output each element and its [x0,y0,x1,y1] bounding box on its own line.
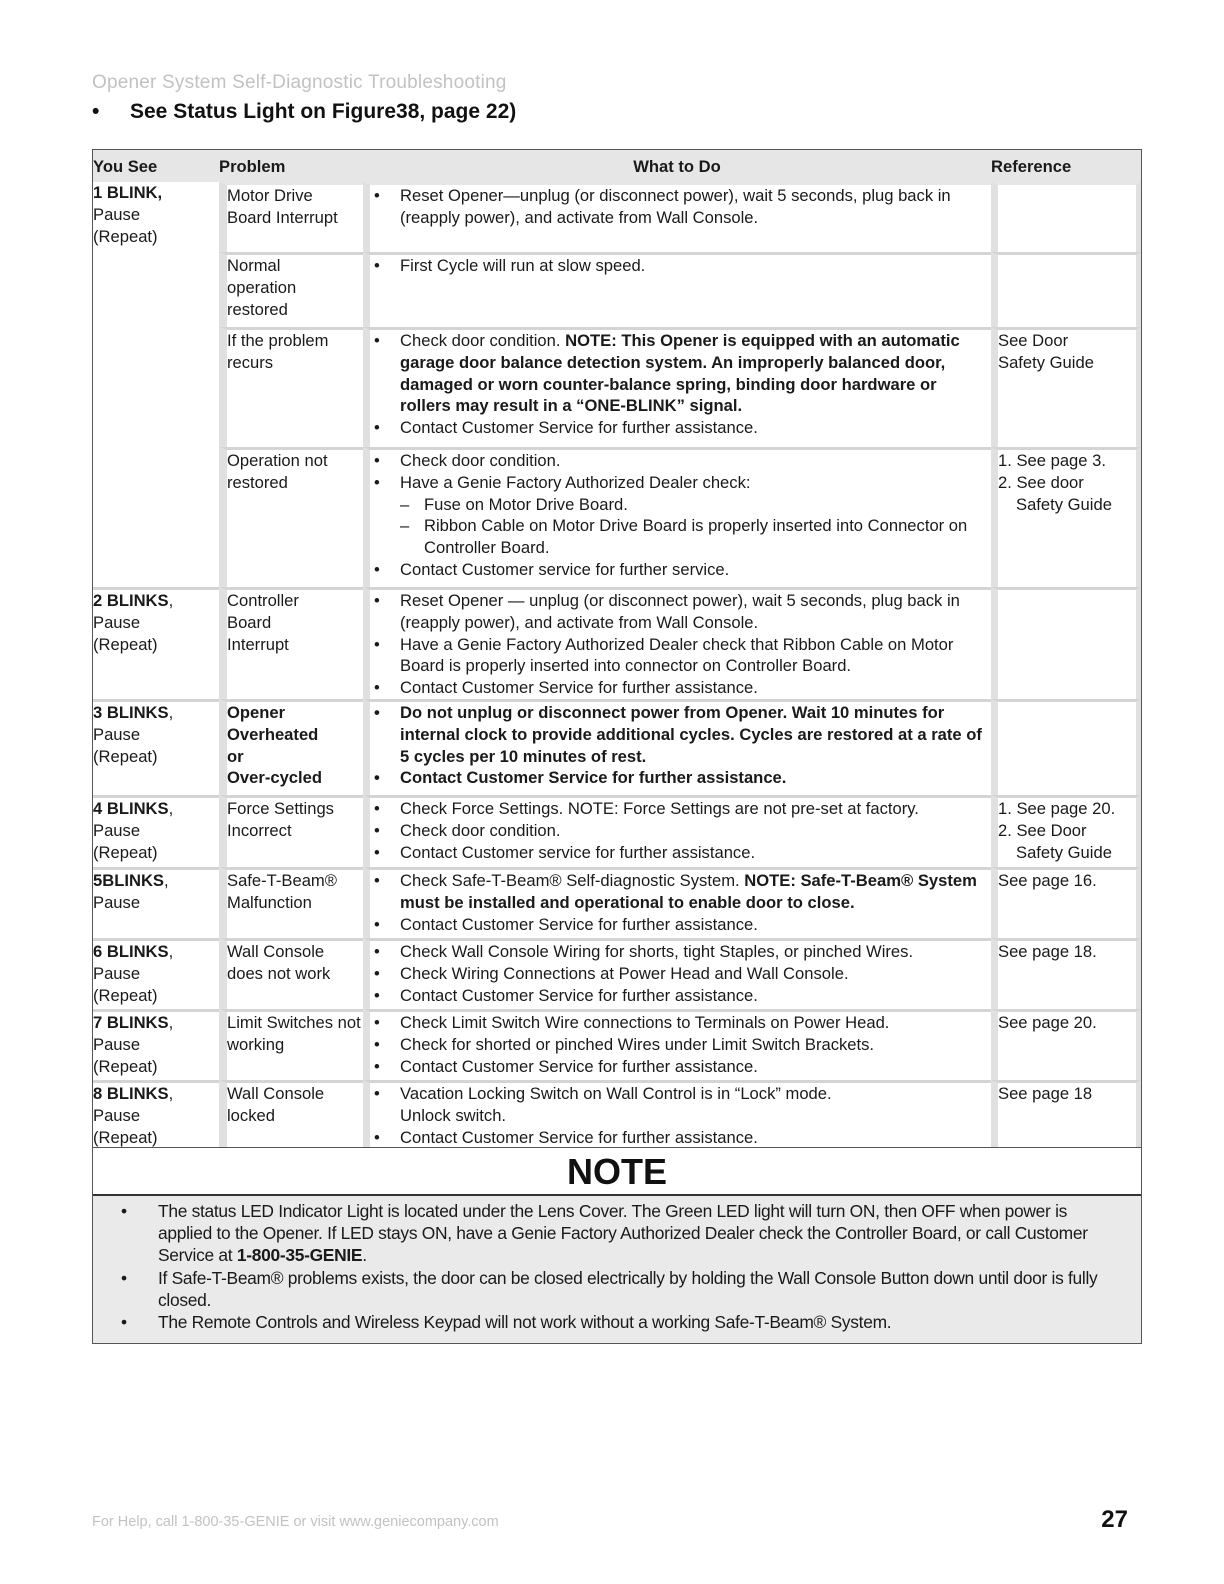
todo-text-bold: NOTE: This Opener is equipped with an automatic garage door balance detection system. An improperly balanced door, damaged or worn counter-balance spring, binding door hardware or rollers may result in a “ONE-BLINK” signal. [400,331,960,416]
note-item: • The Remote Controls and Wireless Keypad will not work without a working Safe-T-Beam® System. [113,1311,1121,1333]
todo-item: • Contact Customer Service for further assistance. [370,417,991,439]
note-heading: NOTE [93,1148,1141,1196]
todo-item: • Contact Customer Service for further assistance. [370,767,991,789]
bullet: • [92,100,100,123]
problem-cell: Force Settings Incorrect [219,795,363,867]
you-see-cell [93,867,219,938]
blink-pause: Pause [93,892,141,912]
reference-cell [991,699,1141,795]
problem-cell [219,699,363,795]
todo-item: • Contact Customer Service for further assistance. [370,914,991,936]
blink-count: 6 BLINKS [93,942,169,961]
you-see-cell [93,587,219,699]
section-title: Opener System Self-Diagnostic Troubleshooting [92,72,507,93]
phone-number: 1-800-35-GENIE [236,1245,363,1266]
todo-item: • Contact Customer Service for further assistance. [370,1127,991,1149]
reference-cell: See Door Safety Guide [991,327,1141,447]
problem-cell: Limit Switches not working [219,1009,363,1080]
blink-repeat: (Repeat) [93,634,158,654]
note-item [113,1200,1121,1267]
blink-repeat: (Repeat) [93,226,158,246]
footer-help-text: For Help, call 1-800-35-GENIE or visit www.geniecompany.com [92,1514,499,1530]
todo-item: • Contact Customer service for further service. [370,559,991,581]
todo-item: • Check for shorted or pinched Wires under Limit Switch Brackets. [370,1034,991,1056]
todo-text-bold: NOTE: Safe-T-Beam® System must be installed and operational to enable door to close. [400,871,977,912]
blink-pause: Pause [93,612,141,632]
todo-cell [363,1080,991,1150]
reference-cell [991,182,1141,252]
todo-text: Check Safe-T-Beam® Self-diagnostic System. [400,871,745,890]
table-row [93,1009,1141,1080]
todo-cell [363,182,991,252]
todo-item: • Have a Genie Factory Authorized Dealer check: [370,472,991,494]
you-see-cell [93,182,219,587]
todo-item: • Check Limit Switch Wire connections to Terminals on Power Head. [370,1012,991,1034]
blink-comma: , [168,942,174,961]
reference-cell [991,252,1141,327]
todo-subitem: – Fuse on Motor Drive Board. [400,494,991,516]
you-see-cell [93,1080,219,1150]
todo-cell [363,587,991,699]
reference-cell [991,447,1141,587]
reference-cell [991,795,1141,867]
note-item: • If Safe-T-Beam® problems exists, the door can be closed electrically by holding the Wall Console Button down until door is fully closed. [113,1267,1121,1311]
header-reference: Reference [991,150,1141,182]
table-row [93,252,1141,327]
reference-cell: See page 18. [991,938,1141,1009]
todo-item: • Have a Genie Factory Authorized Dealer check that Ribbon Cable on Motor Board is properly inserted into connector on Controller Board. [370,634,991,678]
todo-text: Check door condition. [400,331,566,350]
blink-count: 1 BLINK, [93,183,163,202]
todo-item: • Check Wiring Connections at Power Head and Wall Console. [370,963,991,985]
blink-count: 3 BLINKS [93,703,169,722]
reference-line: 2. See Door [998,820,1087,840]
todo-cell [363,699,991,795]
reference-line: 2. See door [998,472,1084,492]
you-see-cell [93,1009,219,1080]
todo-item: • Do not unplug or disconnect power from Opener. Wait 10 minutes for internal clock to provide additional cycles. Cycles are restored at a rate of 5 cycles per 10 minutes of rest. [370,702,991,767]
reference-cell: See page 20. [991,1009,1141,1080]
note-text: . [362,1245,367,1266]
blink-count: 4 BLINKS [93,799,169,818]
todo-item: • Contact Customer Service for further assistance. [370,985,991,1007]
todo-cell [363,938,991,1009]
blink-count: 5BLINKS [93,871,164,890]
reference-line: Safety Guide [1016,494,1112,514]
table-row [93,795,1141,867]
you-see-cell [93,795,219,867]
todo-item: • Check Wall Console Wiring for shorts, tight Staples, or pinched Wires. [370,941,991,963]
blink-pause: Pause [93,204,141,224]
todo-item: • Check door condition. [370,450,991,472]
problem-line: Opener [227,703,286,722]
todo-item: Unlock switch. [400,1105,507,1125]
todo-item: • First Cycle will run at slow speed. [370,255,991,277]
blink-repeat: (Repeat) [93,1056,158,1076]
you-see-cell [93,938,219,1009]
blink-repeat: (Repeat) [93,1127,158,1147]
reference-line: Safety Guide [1016,842,1112,862]
reference-cell: See page 16. [991,867,1141,938]
note-text: The status LED Indicator Light is located under the Lens Cover. The Green LED light will turn ON, then OFF when power is applied to the Opener. If LED stays ON, have a Genie Factory Authorized Dealer check the Controller Board, or call Customer Service at [158,1201,1088,1266]
you-see-cell [93,699,219,795]
todo-cell [363,252,991,327]
reference-line: 1. See page 20. [998,799,1116,818]
blink-comma: , [168,799,174,818]
todo-cell [363,795,991,867]
note-body [93,1196,1141,1343]
todo-item: • Reset Opener — unplug (or disconnect power), wait 5 seconds, plug back in (reapply power), and activate from Wall Console. [370,590,991,634]
header-problem: Problem [219,150,363,182]
table-row [93,1080,1141,1150]
table-row [93,447,1141,587]
table-row [93,938,1141,1009]
problem-cell: Normal operation restored [219,252,363,327]
problem-cell: Controller Board Interrupt [219,587,363,699]
blink-comma: , [168,1013,174,1032]
reference-cell [991,587,1141,699]
todo-item [370,330,991,417]
problem-cell: Safe-T-Beam® Malfunction [219,867,363,938]
problem-cell: Wall Console locked [219,1080,363,1150]
blink-pause: Pause [93,963,141,983]
blink-pause: Pause [93,724,141,744]
blink-repeat: (Repeat) [93,842,158,862]
todo-item: • Reset Opener—unplug (or disconnect power), wait 5 seconds, plug back in (reapply power), and activate from Wall Console. [370,185,991,229]
table-row [93,699,1141,795]
todo-subitem: – Ribbon Cable on Motor Drive Board is properly inserted into Connector on Controller Board. [400,515,991,559]
section-subtitle [92,100,516,124]
blink-count: 7 BLINKS [93,1013,169,1032]
todo-cell [363,447,991,587]
todo-item: • Check Force Settings. NOTE: Force Settings are not pre-set at factory. [370,798,991,820]
blink-comma: , [168,591,174,610]
table-row [93,867,1141,938]
todo-item: • Contact Customer Service for further assistance. [370,677,991,699]
subtitle-text: See Status Light on Figure38, page 22) [130,100,517,123]
blink-pause: Pause [93,820,141,840]
blink-repeat: (Repeat) [93,985,158,1005]
problem-line: or [227,746,244,766]
problem-cell: Operation not restored [219,447,363,587]
blink-repeat: (Repeat) [93,746,158,766]
blink-comma: , [168,703,174,722]
problem-cell: Motor Drive Board Interrupt [219,182,363,252]
troubleshooting-grid [93,150,1141,1150]
todo-cell [363,1009,991,1080]
page-number: 27 [1101,1506,1128,1533]
note-box [92,1147,1142,1344]
blink-pause: Pause [93,1034,141,1054]
reference-cell: See page 18 [991,1080,1141,1150]
problem-cell: Wall Console does not work [219,938,363,1009]
problem-line: Overheated [227,724,319,744]
problem-line: Over-cycled [227,768,323,788]
header-what-to-do: What to Do [363,150,991,182]
blink-pause: Pause [93,1105,141,1125]
table-row [93,182,1141,252]
problem-cell: If the problem recurs [219,327,363,447]
todo-item: • Contact Customer service for further assistance. [370,842,991,864]
header-you-see: You See [93,150,219,182]
todo-item: • Check door condition. [370,820,991,842]
todo-cell [363,327,991,447]
todo-item: • Vacation Locking Switch on Wall Control is in “Lock” mode. [370,1083,991,1105]
reference-line: 1. See page 3. [998,451,1106,470]
blink-count: 8 BLINKS [93,1084,169,1103]
todo-item: • Contact Customer Service for further assistance. [370,1056,991,1078]
todo-cell [363,867,991,938]
todo-item [370,870,991,914]
blink-count: 2 BLINKS [93,591,169,610]
blink-comma: , [168,1084,174,1103]
table-header-row [93,150,1141,182]
table-row [93,327,1141,447]
table-row [93,587,1141,699]
blink-comma: , [164,871,169,890]
